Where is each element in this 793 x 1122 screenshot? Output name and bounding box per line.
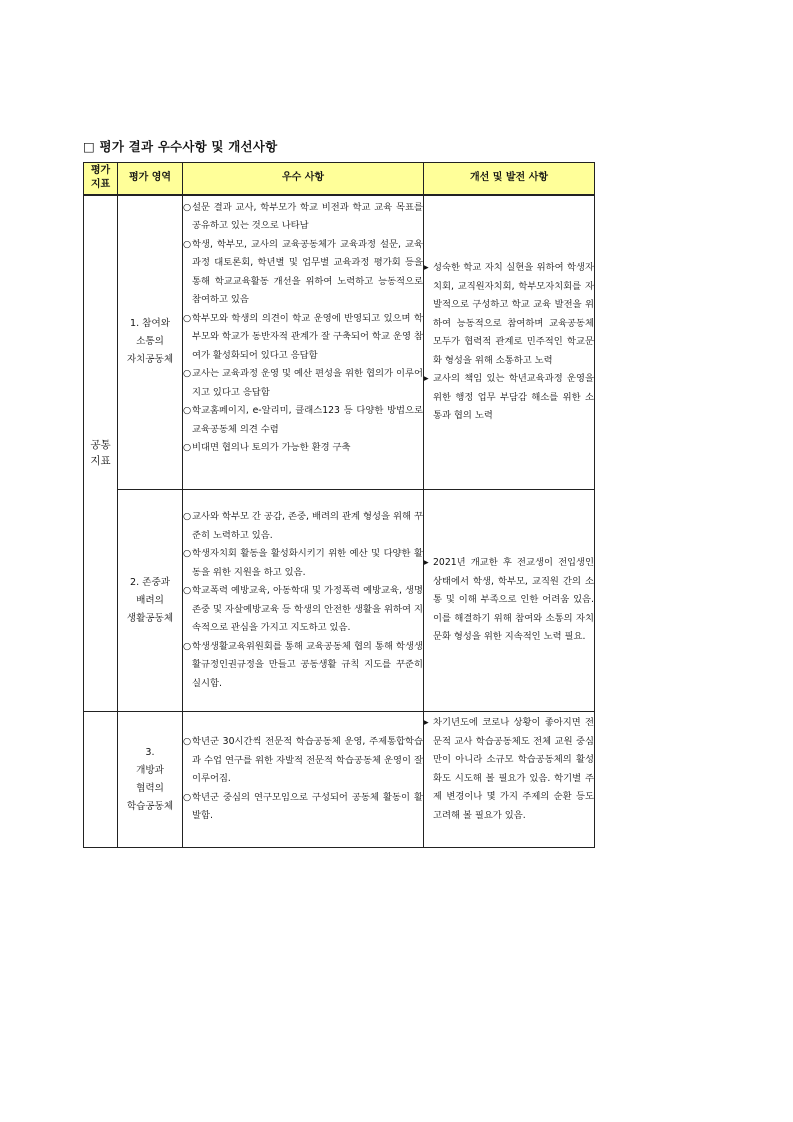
bullet-marker: ▸ (424, 262, 429, 273)
bullet-marker: ▸ (424, 557, 429, 569)
bullet-marker: ○ (183, 238, 192, 250)
section-title: □ 평가 결과 우수사항 및 개선사항 (83, 139, 278, 154)
header-improvements: 개선 및 발전 사항 (424, 163, 595, 195)
list-item (424, 554, 594, 647)
list-item-text: 설문 결과 교사, 학부모가 학교 비전과 학교 교육 목표를 공유하고 있는 것으로 나타남 (192, 201, 423, 231)
improvements-cell (424, 195, 595, 490)
strengths-cell (183, 195, 424, 490)
list-item-text: 차기년도에 코로나 상황이 좋아지면 전문적 교사 학습공동체도 전체 교원 중심만이 아니라 소규모 학습공동체의 활성화도 시도해 볼 필요가 있음. 학기별 주제 변경이나 몇 가지 주제의 순환 등도 고려해 볼 필요가 있음. (433, 717, 594, 821)
bullet-marker: ○ (183, 640, 192, 652)
list-item (183, 310, 423, 366)
bullet-marker: ○ (183, 405, 192, 416)
table-row (84, 195, 595, 490)
list-item (424, 370, 594, 426)
list-item-text: 2021년 개교한 후 전교생이 전입생인 상태에서 학생, 학부모, 교직원 간의 소통 및 이해 부족으로 인한 어려움 있음. 이를 해결하기 위해 참여와 소통의 자치 문화 형성을 위한 지속적인 노력 필요. (433, 557, 594, 643)
bullet-marker: ○ (183, 585, 192, 596)
bullet-marker: ▸ (424, 717, 429, 728)
header-indicator: 평가 지표 (84, 163, 118, 195)
improvements-cell (424, 490, 595, 712)
indicator-cell-empty (84, 712, 118, 848)
list-item (183, 199, 423, 236)
strengths-cell (183, 712, 424, 848)
list-item-text: 학생, 학부모, 교사의 교육공동체가 교육과정 설문, 교육과정 대토론회, 학년별 및 업무별 교육과정 평가회 등을 통해 학교교육활동 개선을 위하여 노력하고 능동적으로 참여하고 있음 (192, 238, 423, 305)
header-area: 평가 영역 (118, 163, 183, 195)
list-item-text: 학교홈페이지, e-알리미, 클래스123 등 다양한 방법으로 교육공동체 의견 수렴 (192, 405, 423, 435)
header-strengths: 우수 사항 (183, 163, 424, 195)
bullet-marker: ○ (183, 442, 192, 453)
list-item-text: 비대면 협의나 토의가 가능한 환경 구축 (192, 442, 351, 453)
list-item (183, 508, 423, 545)
bullet-marker: ○ (183, 312, 192, 324)
indicator-cell: 공통 지표 (84, 195, 118, 712)
list-item (424, 259, 594, 370)
area-cell: 1. 참여와 소통의 자치공동체 (118, 195, 183, 490)
strengths-cell (183, 490, 424, 712)
bullet-marker: ○ (183, 736, 192, 748)
list-item-text: 학년군 중심의 연구모임으로 구성되어 공동체 활동이 활발함. (192, 791, 423, 822)
area-cell: 2. 존중과 배려의 생활공동체 (118, 490, 183, 712)
list-item (183, 365, 423, 402)
list-item-text: 교사는 교육과정 운영 및 예산 편성을 위한 협의가 이루어지고 있다고 응답함 (192, 368, 423, 398)
list-item-text: 성숙한 학교 자치 실현을 위하여 학생자치회, 교직원자치회, 학부모자치회를 자발적으로 구성하고 학교 교육 발전을 위하여 능동적으로 참여하며 교육공동체 모두가 협력적 관계로 민주적인 학교문화 형성을 위해 소통하고 노력 (433, 262, 594, 366)
table-header-row (84, 163, 595, 195)
bullet-marker: ○ (183, 548, 192, 559)
list-item (183, 582, 423, 638)
list-item-text: 학부모와 학생의 의견이 학교 운영에 반영되고 있으며 학부모와 학교가 동반자적 관계가 잘 구축되어 학교 운영 참여가 활성화되어 있다고 응답함 (192, 312, 423, 361)
bullet-marker: ▸ (424, 373, 429, 384)
list-item-text: 교사의 책임 있는 학년교육과정 운영을 위한 행정 업무 부담감 해소를 위한 소통과 협의 노력 (433, 373, 594, 421)
list-item (183, 236, 423, 310)
list-item-text: 학생자치회 활동을 활성화시키기 위한 예산 및 다양한 활동을 위한 지원을 하고 있음. (192, 548, 423, 578)
list-item-text: 학교폭력 예방교육, 아동학대 및 가정폭력 예방교육, 생명존중 및 자살예방교육 등 학생의 안전한 생활을 위하여 지속적으로 관심을 가지고 지도하고 있음. (192, 585, 423, 633)
list-item (183, 638, 423, 694)
list-item-text: 교사와 학부모 간 공감, 존중, 배려의 관계 형성을 위해 꾸준히 노력하고 있음. (192, 511, 423, 541)
list-item (183, 545, 423, 582)
list-item-text: 학년군 30시간씩 전문적 학습공동체 운영, 주제통합학습과 수업 연구를 위한 자발적 전문적 학습공동체 운영이 잘 이루어짐. (192, 736, 423, 785)
list-item (183, 439, 423, 458)
bullet-marker: ○ (183, 511, 192, 522)
area-cell: 3. 개방과 협력의 학습공동체 (118, 712, 183, 848)
list-item (183, 789, 423, 826)
evaluation-table (83, 162, 595, 848)
bullet-marker: ○ (183, 201, 192, 213)
improvements-cell (424, 712, 595, 848)
table-row (84, 712, 595, 848)
list-item (424, 714, 594, 825)
table-row (84, 490, 595, 712)
bullet-marker: ○ (183, 368, 192, 379)
list-item (183, 733, 423, 789)
list-item (183, 402, 423, 439)
bullet-marker: ○ (183, 791, 192, 803)
list-item-text: 학생생활교육위원회를 통해 교육공동체 협의 통해 학생생활규정인권규정을 만들고 공동생활 규칙 지도를 꾸준히 실시함. (192, 640, 423, 689)
